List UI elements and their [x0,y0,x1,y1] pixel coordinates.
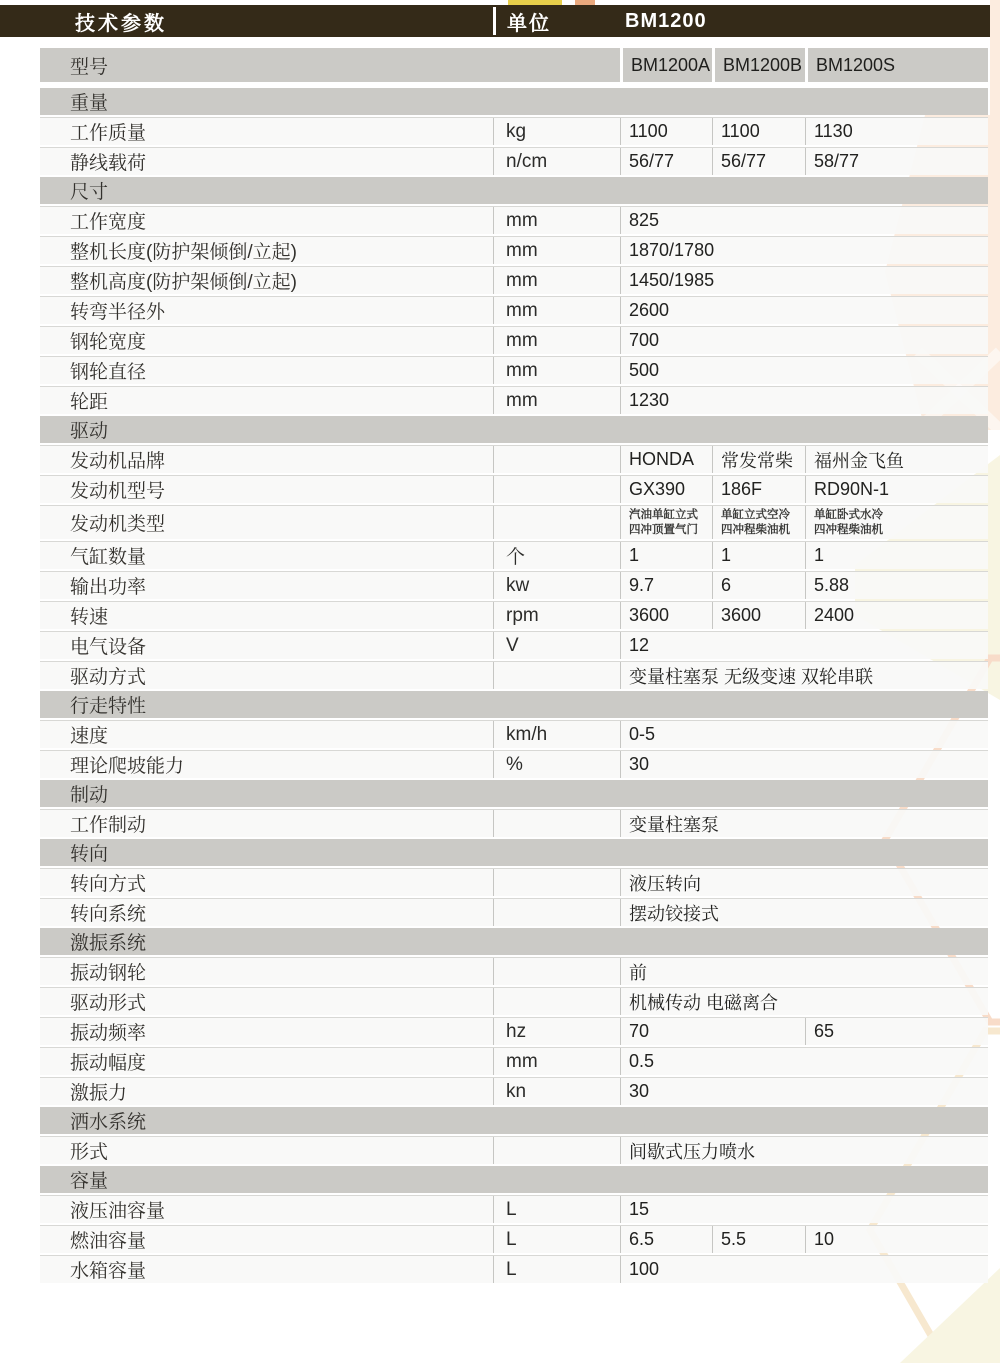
value-cell: 变量柱塞泵 无级变速 双轮串联 [620,662,988,689]
unit-cell: mm [493,357,620,384]
spec-row [40,957,988,985]
unit-cell [493,506,620,539]
value-cell: 2600 [620,297,988,324]
spec-row [40,809,988,837]
section-row [40,928,988,955]
value-cell: 700 [620,327,988,354]
unit-cell: kg [493,118,620,145]
value-cell: 56/77 [620,148,712,175]
value-cell: 65 [805,1018,988,1045]
spec-row [40,1195,988,1223]
row-label: 形式 [70,1142,109,1163]
value-cell: 单缸立式空冷 四冲程柴油机 [712,506,805,539]
unit-cell: mm [493,237,620,264]
unit-cell [493,869,620,896]
unit-cell: mm [493,387,620,414]
value-cell: 56/77 [712,148,805,175]
unit-cell [493,899,620,926]
value-cell: 1100 [620,118,712,145]
value-cell: 1 [805,542,988,569]
value-cell: 1 [620,542,712,569]
value-cell: 0-5 [620,721,988,748]
row-label: 钢轮宽度 [70,332,147,353]
row-label: 工作制动 [70,815,147,836]
value-cell: 5.5 [712,1226,805,1253]
row-label: 输出功率 [70,577,147,598]
value-cell: 70 [620,1018,805,1045]
spec-row [40,720,988,748]
value-cell: 1450/1985 [620,267,988,294]
spec-row [40,475,988,503]
value-cell: 6 [712,572,805,599]
row-label: 激振力 [70,1083,128,1104]
row-label: 振动频率 [70,1023,147,1044]
value-cell: 6.5 [620,1226,712,1253]
page-title: 技术参数 [75,12,167,35]
row-label: 工作质量 [70,123,147,144]
value-cell: 变量柱塞泵 [620,810,988,837]
value-cell: RD90N-1 [805,476,988,503]
section-label: 行走特性 [70,696,147,717]
row-label: 振动钢轮 [70,963,147,984]
row-label: 轮距 [70,392,109,413]
unit-cell: % [493,751,620,778]
section-label: 重量 [70,93,109,114]
spec-row [40,296,988,324]
row-label: 钢轮直径 [70,362,147,383]
unit-cell [493,446,620,473]
unit-cell: kn [493,1078,620,1105]
row-label: 水箱容量 [70,1261,147,1282]
spec-row [40,117,988,145]
spec-row [40,445,988,473]
value-cell: 液压转向 [620,869,988,896]
unit-cell [493,662,620,689]
value-cell: 500 [620,357,988,384]
unit-cell: km/h [493,721,620,748]
row-label: 速度 [70,726,109,747]
header-divider [493,7,496,35]
spec-row [40,356,988,384]
unit-cell: n/cm [493,148,620,175]
section-label: 转向 [70,844,109,865]
row-label: 型号 [70,56,109,78]
spec-row [40,987,988,1015]
row-label: 转向方式 [70,874,147,895]
section-row [40,177,988,204]
row-label: 转弯半径外 [70,302,166,323]
spec-row [40,326,988,354]
unit-cell: mm [493,1048,620,1075]
unit-cell: L [493,1226,620,1253]
unit-cell: rpm [493,602,620,629]
spec-row [40,206,988,234]
value-cell: 1230 [620,387,988,414]
section-label: 制动 [70,785,109,806]
value-cell: 30 [620,1078,988,1105]
unit-cell: L [493,1256,620,1283]
section-label: 洒水系统 [70,1112,147,1133]
spec-row [40,541,988,569]
row-label: 理论爬坡能力 [70,756,185,777]
section-row [40,839,988,866]
spec-row [40,505,988,539]
spec-row [40,1017,988,1045]
value-cell: 单缸卧式水冷 四冲程柴油机 [805,506,988,539]
spec-row [40,1255,988,1283]
value-cell: 1130 [805,118,988,145]
section-row [40,691,988,718]
value-cell: 58/77 [805,148,988,175]
row-label: 液压油容量 [70,1201,166,1222]
unit-cell [493,988,620,1015]
value-cell: GX390 [620,476,712,503]
value-cell: 摆动铰接式 [620,899,988,926]
section-label: 容量 [70,1171,109,1192]
row-label: 整机长度(防护架倾倒/立起) [70,242,297,263]
section-label: 激振系统 [70,933,147,954]
row-label: 驱动方式 [70,667,147,688]
value-cell: 186F [712,476,805,503]
spec-row [40,1047,988,1075]
row-label: 振动幅度 [70,1053,147,1074]
value-cell: 30 [620,751,988,778]
spec-row [40,1225,988,1253]
section-row [40,1107,988,1134]
unit-cell: hz [493,1018,620,1045]
row-label: 气缸数量 [70,547,147,568]
spec-row [40,631,988,659]
unit-cell: mm [493,327,620,354]
value-cell: 间歇式压力喷水 [620,1137,988,1164]
unit-cell: mm [493,207,620,234]
value-cell: 3600 [620,602,712,629]
unit-cell [493,810,620,837]
spec-row [40,750,988,778]
value-cell: 常发常柴 [712,446,805,473]
spec-row [40,1136,988,1164]
model-value-cell: BM1200A [620,48,712,82]
value-cell: HONDA [620,446,712,473]
unit-cell: mm [493,297,620,324]
unit-cell: kw [493,572,620,599]
section-row [40,416,988,443]
row-label: 电气设备 [70,637,147,658]
section-row [40,780,988,807]
value-cell: 3600 [712,602,805,629]
value-cell: 9.7 [620,572,712,599]
value-cell: 5.88 [805,572,988,599]
value-cell: 825 [620,207,988,234]
spec-row [40,898,988,926]
spec-row [40,266,988,294]
spec-row [40,601,988,629]
row-label: 整机高度(防护架倾倒/立起) [70,272,297,293]
row-label: 发动机型号 [70,481,166,502]
unit-cell: V [493,632,620,659]
unit-cell: mm [493,267,620,294]
spec-table [40,48,988,1285]
model-value-cell: BM1200S [805,48,988,82]
row-label: 静线载荷 [70,153,147,174]
spec-row [40,147,988,175]
value-cell: 1100 [712,118,805,145]
spec-row [40,868,988,896]
row-label: 发动机类型 [70,514,166,535]
section-row [40,1166,988,1193]
row-label: 燃油容量 [70,1231,147,1252]
unit-cell [493,1137,620,1164]
unit-cell: L [493,1196,620,1223]
value-cell: 10 [805,1226,988,1253]
row-label: 转速 [70,607,109,628]
value-cell: 前 [620,958,988,985]
section-label: 尺寸 [70,182,109,203]
value-cell: 0.5 [620,1048,988,1075]
spec-row [40,571,988,599]
value-cell: 机械传动 电磁离合 [620,988,988,1015]
value-cell: 15 [620,1196,988,1223]
value-cell: 100 [620,1256,988,1283]
unit-column-header: 单位 [507,12,551,35]
unit-cell [493,476,620,503]
model-value-cell: BM1200B [712,48,805,82]
value-cell: 福州金飞鱼 [805,446,988,473]
value-cell: 1 [712,542,805,569]
unit-cell [493,958,620,985]
row-label: 转向系统 [70,904,147,925]
value-cell: 1870/1780 [620,237,988,264]
row-label: 发动机品牌 [70,451,166,472]
value-cell: 汽油单缸立式 四冲顶置气门 [620,506,712,539]
spec-row [40,236,988,264]
section-label: 驱动 [70,421,109,442]
row-label: 驱动形式 [70,993,147,1014]
header-bar [0,5,990,37]
section-row [40,88,988,115]
value-cell: 2400 [805,602,988,629]
spec-row [40,386,988,414]
spec-row [40,661,988,689]
series-model-label: BM1200 [625,9,707,32]
spec-row [40,1077,988,1105]
row-label: 工作宽度 [70,212,147,233]
model-row [40,48,988,82]
unit-cell: 个 [493,542,620,569]
value-cell: 12 [620,632,988,659]
